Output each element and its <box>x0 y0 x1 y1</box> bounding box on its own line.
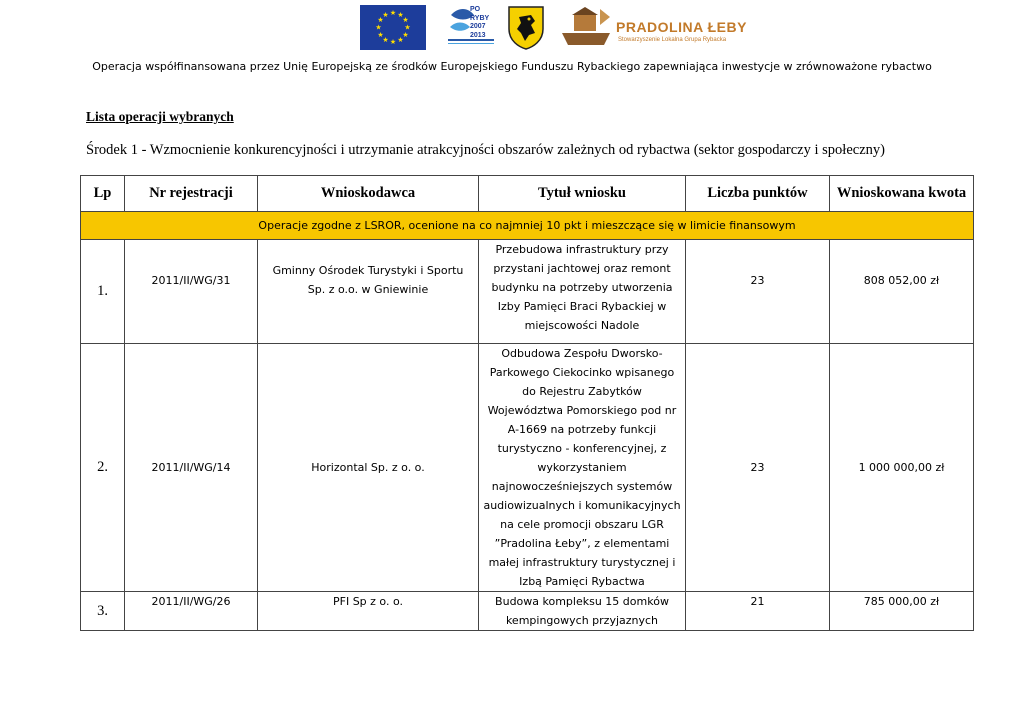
pradolina-subtitle: Stowarzyszenie Lokalna Grupa Rybacka <box>618 37 727 43</box>
row-applicant: Gminny Ośrodek Turystyki i Sportu Sp. z o.o. w Gniewinie <box>258 240 479 344</box>
row-amount: 808 052,00 zł <box>830 240 974 344</box>
svg-text:★: ★ <box>375 23 382 32</box>
svg-text:★: ★ <box>377 31 384 39</box>
row-applicant: Horizontal Sp. z o. o. <box>258 344 479 592</box>
row-amount: 785 000,00 zł <box>830 592 974 631</box>
row-amount: 1 000 000,00 zł <box>830 344 974 592</box>
row-nr: 2011/II/WG/14 <box>125 344 258 592</box>
svg-text:★: ★ <box>402 16 409 24</box>
section-row <box>81 212 974 240</box>
row-title: Budowa kompleksu 15 domków kempingowych przyjaznych <box>479 592 686 631</box>
row-title: Odbudowa Zespołu Dworsko-Parkowego Ciekocinko wpisanego do Rejestru Zabytków Województwa Pomorskiego pod nr A-1669 na potrzeby funkcji turystyczno - konferencyjnej, z wykorzystaniem najnowocześniejszych systemów audiowizualnych i komunikacyjnych na cele promocji obszaru LGR ”Pradolina Łeby”, z elementami małej infrastruktury turystycznej i Izbą Pamięci Rybactwa <box>479 344 686 592</box>
ryby-text-3: 2013 <box>470 31 486 39</box>
header-tytul-wniosku: Tytuł wniosku <box>479 176 686 212</box>
table-row <box>81 344 974 592</box>
svg-text:★: ★ <box>389 9 397 17</box>
svg-text:★: ★ <box>404 23 411 32</box>
eu-flag-logo <box>360 5 426 50</box>
eu-stars-icon <box>360 5 426 50</box>
row-applicant: PFI Sp z o. o. <box>258 592 479 631</box>
pradolina-leby-logo <box>560 5 747 50</box>
header-lp: Lp <box>81 176 125 212</box>
po-ryby-logo <box>448 5 494 50</box>
svg-text:★: ★ <box>397 36 404 44</box>
row-title: Przebudowa infrastruktury przy przystani jachtowej oraz remont budynku na potrzeby utworzenia Izby Pamięci Braci Rybackiej w miejscowości Nadole <box>479 240 686 344</box>
pomorskie-crest-logo <box>507 5 545 50</box>
row-nr: 2011/II/WG/31 <box>125 240 258 344</box>
pradolina-name: PRADOLINA ŁEBY <box>616 19 747 35</box>
measure-heading: Środek 1 - Wzmocnienie konkurencyjności i utrzymanie atrakcyjności obszarów zależnych od rybactwa (sektor gospodarczy i społeczny) <box>86 142 885 158</box>
table-row <box>81 592 974 631</box>
list-title: Lista operacji wybranych <box>86 109 234 124</box>
section-label: Operacje zgodne z LSROR, ocenione na co najmniej 10 pkt i mieszczące się w limicie finansowym <box>81 212 974 240</box>
svg-text:★: ★ <box>382 36 389 44</box>
row-lp: 1. <box>81 240 125 344</box>
row-lp: 3. <box>81 592 125 631</box>
svg-text:★: ★ <box>397 11 404 19</box>
cofinancing-subtitle: Operacja współfinansowana przez Unię Europejską ze środków Europejskiego Funduszu Rybackiego zapewniająca inwestycje w zrównoważone rybactwo <box>92 60 932 73</box>
table-row <box>81 240 974 344</box>
ryby-text-1: PO RYBY <box>470 6 490 22</box>
row-lp: 2. <box>81 344 125 592</box>
row-points: 21 <box>686 592 830 631</box>
header-nr-rejestracji: Nr rejestracji <box>125 176 258 212</box>
header-liczba-punktow: Liczba punktów <box>686 176 830 212</box>
header-wnioskodawca: Wnioskodawca <box>258 176 479 212</box>
logo-bar <box>0 5 1024 51</box>
svg-text:★: ★ <box>377 16 384 24</box>
svg-text:★: ★ <box>402 31 409 39</box>
svg-text:★: ★ <box>389 38 397 46</box>
table-header-row <box>81 176 974 212</box>
ryby-text-2: 2007 <box>470 23 486 30</box>
svg-text:★: ★ <box>382 11 389 19</box>
row-points: 23 <box>686 344 830 592</box>
header-wnioskowana-kwota: Wnioskowana kwota <box>830 176 974 212</box>
row-points: 23 <box>686 240 830 344</box>
row-nr: 2011/II/WG/26 <box>125 592 258 631</box>
operations-table <box>80 175 974 631</box>
